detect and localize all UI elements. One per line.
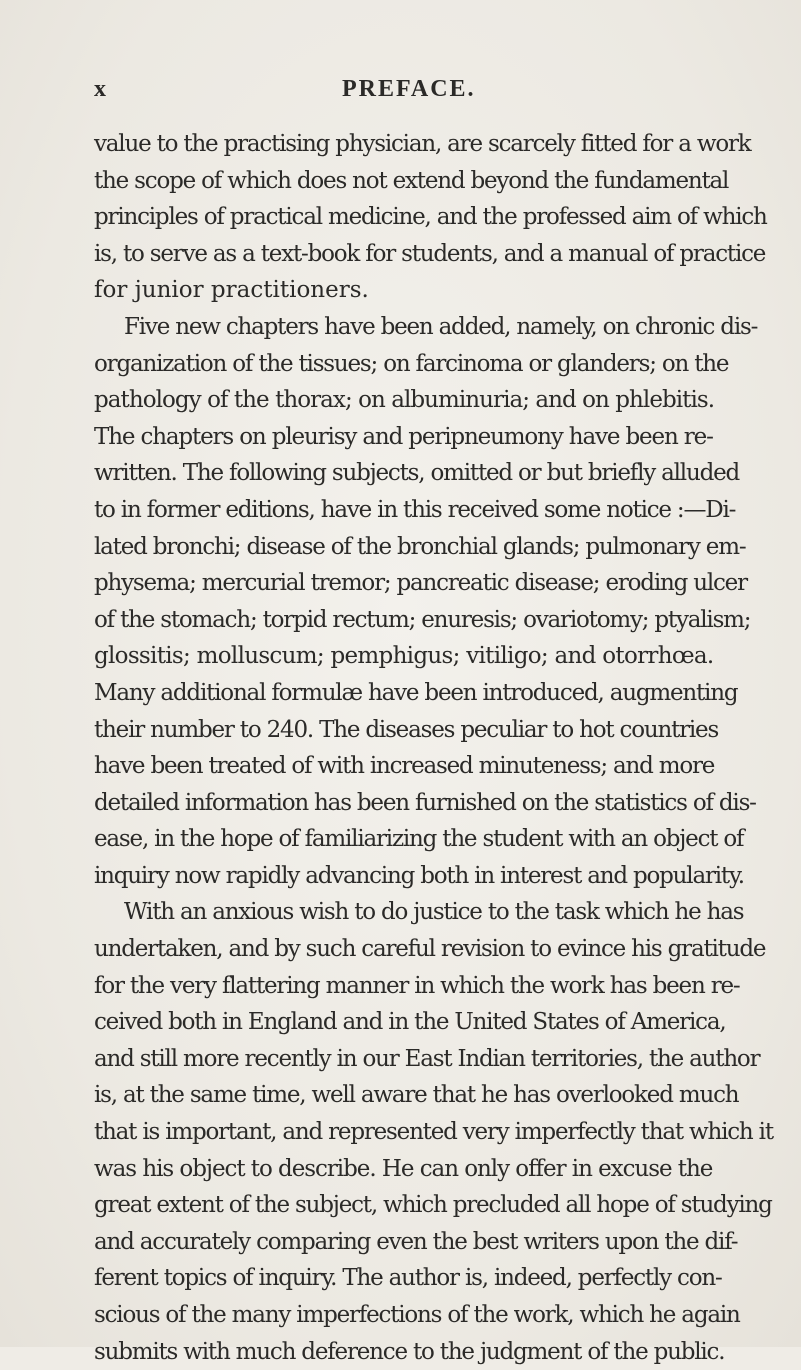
- text-line: principles of practical medicine, and the professed aim of which: [94, 204, 767, 231]
- text-line: glossitis; molluscum; pemphigus; vitiligo; and otorrhœa.: [94, 643, 714, 670]
- text-line: undertaken, and by such careful revision to evince his gratitude: [94, 936, 766, 963]
- text-line: organization of the tissues; on farcinoma or glanders; on the: [94, 350, 729, 377]
- text-line: submits with much deference to the judgment of the public.: [94, 1338, 725, 1365]
- text-line: physema; mercurial tremor; pancreatic disease; eroding ulcer: [94, 570, 747, 597]
- text-line: ease, in the hope of familiarizing the student with an object of: [94, 826, 744, 853]
- text-line: written. The following subjects, omitted or but briefly alluded: [94, 460, 740, 487]
- text-line: great extent of the subject, which precluded all hope of studying: [94, 1192, 772, 1219]
- text-line: The chapters on pleurisy and peripneumony have been re-: [94, 423, 713, 450]
- page-header: [0, 76, 801, 110]
- text-line: ferent topics of inquiry. The author is, indeed, perfectly con-: [94, 1265, 722, 1292]
- text-line: was his object to describe. He can only offer in excuse the: [94, 1155, 713, 1182]
- text-line: that is important, and represented very imperfectly that which it: [94, 1119, 773, 1146]
- text-line: for junior practitioners.: [94, 277, 369, 304]
- preface-body-text: [94, 126, 773, 1370]
- text-line: for the very flattering manner in which the work has been re-: [94, 972, 740, 999]
- text-line: lated bronchi; disease of the bronchial glands; pulmonary em-: [94, 533, 746, 560]
- text-line: detailed information has been furnished on the statistics of dis-: [94, 789, 756, 816]
- running-head: PREFACE.: [342, 76, 476, 102]
- text-line: and accurately comparing even the best writers upon the dif-: [94, 1228, 738, 1255]
- page-number: x: [94, 76, 107, 102]
- text-line: inquiry now rapidly advancing both in interest and popularity.: [94, 862, 744, 889]
- text-line: to in former editions, have in this received some notice :—Di-: [94, 496, 736, 523]
- text-line: is, to serve as a text-book for students, and a manual of practice: [94, 240, 766, 267]
- text-line: the scope of which does not extend beyond the fundamental: [94, 167, 729, 194]
- text-line: have been treated of with increased minuteness; and more: [94, 753, 715, 780]
- text-line: of the stomach; torpid rectum; enuresis; ovariotomy; ptyalism;: [94, 606, 751, 633]
- text-line: Many additional formulæ have been introduced, augmenting: [94, 679, 738, 706]
- text-line: scious of the many imperfections of the work, which he again: [94, 1302, 740, 1328]
- text-line: With an anxious wish to do justice to the task which he has: [124, 899, 744, 926]
- text-line: and still more recently in our East Indian territories, the author: [94, 1045, 760, 1072]
- text-line: is, at the same time, well aware that he has overlooked much: [94, 1082, 739, 1109]
- text-line: value to the practising physician, are scarcely fitted for a work: [94, 131, 751, 157]
- text-line: pathology of the thorax; on albuminuria; and on phlebitis.: [94, 387, 715, 414]
- text-line: ceived both in England and in the United States of America,: [94, 1009, 726, 1036]
- text-line: Five new chapters have been added, namely, on chronic dis-: [124, 313, 758, 340]
- text-line: their number to 240. The diseases peculiar to hot countries: [94, 716, 719, 743]
